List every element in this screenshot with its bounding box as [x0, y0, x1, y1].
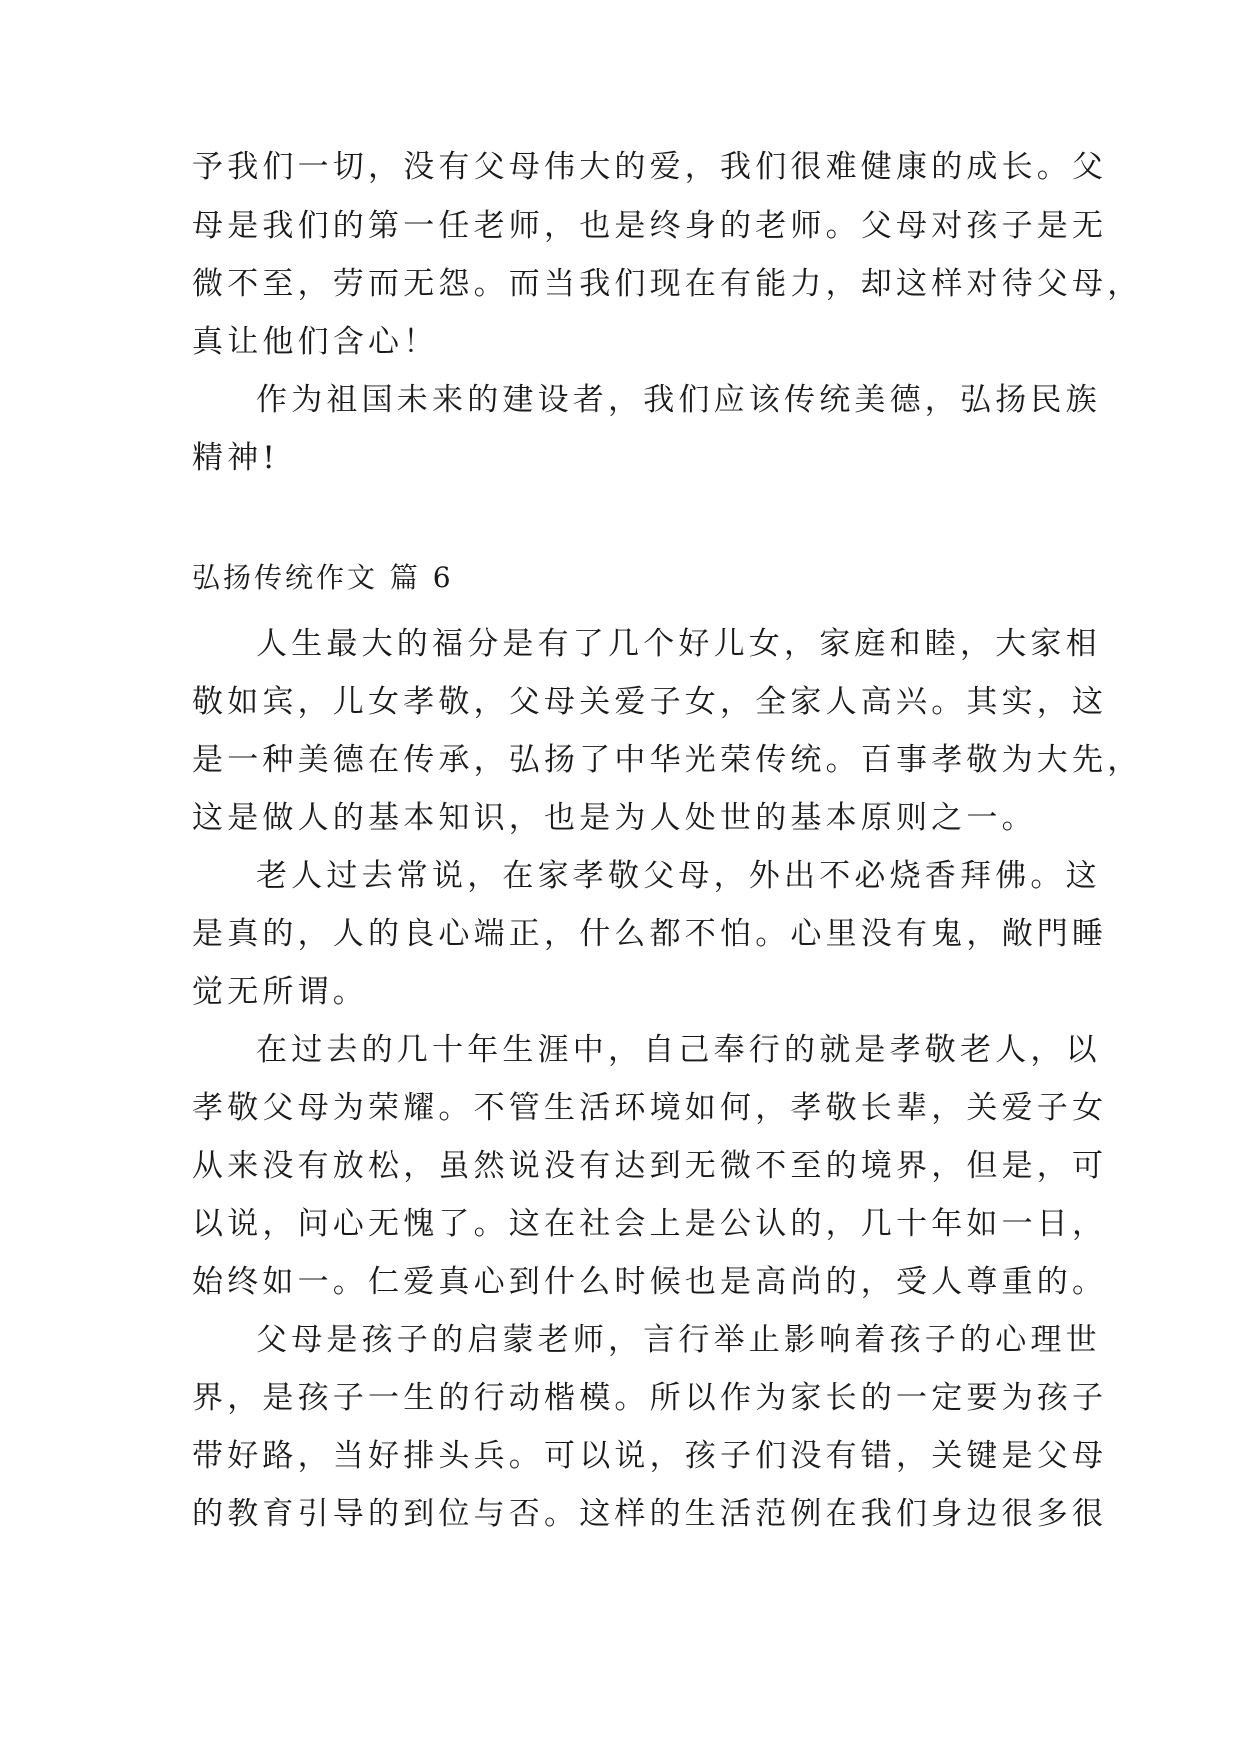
- text-line: 精神!: [192, 440, 280, 476]
- text-line: 微不至，劳而无怨。而当我们现在有能力，却这样对待父母，: [192, 266, 1143, 302]
- text-line: 这是做人的基本知识，也是为人处世的基本原则之一。: [192, 800, 1037, 836]
- text-line: 作为祖国未来的建设者，我们应该传统美德，弘扬民族: [256, 382, 1101, 418]
- text-line: 始终如一。仁爱真心到什么时候也是高尚的，受人尊重的。: [192, 1264, 1108, 1300]
- text-line: 觉无所谓。: [192, 974, 368, 1010]
- text-line: 父母是孩子的启蒙老师，言行举止影响着孩子的心理世: [256, 1322, 1101, 1358]
- section-heading: 弘扬传统作文 篇 6: [192, 561, 454, 594]
- text-line: 从来没有放松，虽然说没有达到无微不至的境界，但是，可: [192, 1148, 1108, 1184]
- text-line: 以说，问心无愧了。这在社会上是公认的，几十年如一日，: [192, 1206, 1108, 1242]
- text-line: 是一种美德在传承，弘扬了中华光荣传统。百事孝敬为大先，: [192, 742, 1143, 778]
- text-line: 孝敬父母为荣耀。不管生活环境如何，孝敬长辈，关爱子女: [192, 1090, 1108, 1126]
- text-line: 予我们一切，没有父母伟大的爱，我们很难健康的成长。父: [192, 149, 1108, 185]
- text-line: 人生最大的福分是有了几个好儿女，家庭和睦，大家相: [256, 626, 1101, 662]
- text-line: 在过去的几十年生涯中，自己奉行的就是孝敬老人，以: [256, 1032, 1101, 1068]
- text-line: 带好路，当好排头兵。可以说，孩子们没有错，关键是父母: [192, 1438, 1108, 1474]
- text-line: 是真的，人的良心端正，什么都不怕。心里没有鬼，敞門睡: [192, 916, 1108, 952]
- text-line: 母是我们的第一任老师，也是终身的老师。父母对孩子是无: [192, 208, 1108, 244]
- text-line: 界，是孩子一生的行动楷模。所以作为家长的一定要为孩子: [192, 1380, 1108, 1416]
- text-line: 敬如宾，儿女孝敬，父母关爱子女，全家人高兴。其实，这: [192, 684, 1108, 720]
- text-line: 的教育引导的到位与否。这样的生活范例在我们身边很多很: [192, 1496, 1108, 1532]
- text-line: 真让他们含心！: [192, 324, 439, 360]
- text-line: 老人过去常说，在家孝敬父母，外出不必烧香拜佛。这: [256, 858, 1101, 894]
